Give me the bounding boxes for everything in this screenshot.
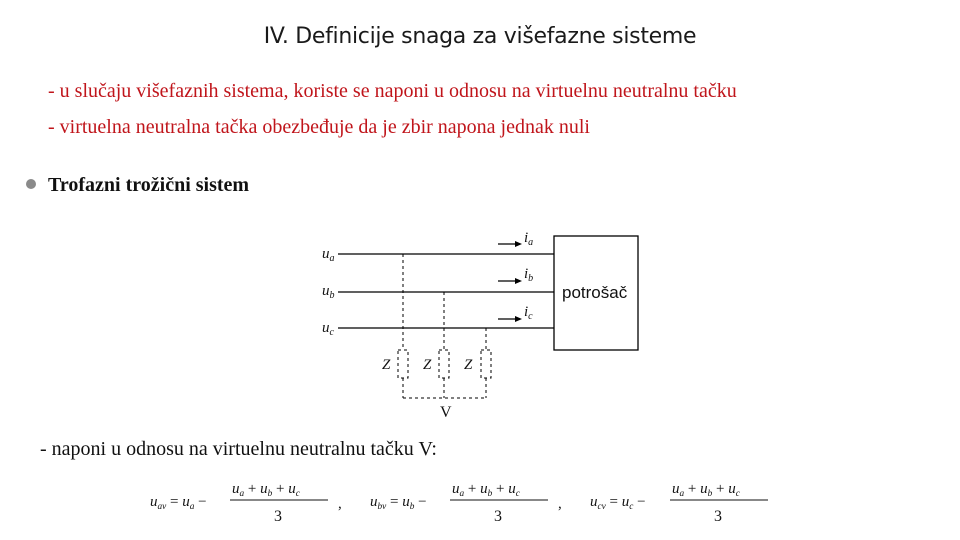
impedance-a [398,350,408,378]
impedance-label-b: Z [423,357,432,373]
current-label-a: $i_a$ [524,230,534,248]
impedance-b [439,350,449,378]
bullet-dot-icon [26,179,36,189]
formula-numerator: $u_a + u_b + u_c$ [232,481,300,499]
neutral-label: V [440,404,452,421]
formula-3 [590,481,768,525]
phase-voltage-formulas [150,476,790,528]
formula-numerator: $u_a + u_b + u_c$ [672,481,740,499]
intro-line-1: - u slučaju višefaznih sistema, koriste se naponi u odnosu na virtuelnu neutralnu tačku [48,80,737,102]
formula-denominator: 3 [714,508,722,525]
bullet-heading: Trofazni trožični sistem [48,174,250,196]
formula-separator: , [558,496,562,512]
voltage-label-b: $u_b$ [322,283,335,301]
formula-2 [370,481,562,525]
current-arrow-b-icon [515,278,522,284]
formula-numerator: $u_a + u_b + u_c$ [452,481,520,499]
current-arrow-a-icon [515,241,522,247]
impedance-label-c: Z [464,357,473,373]
impedance-c [481,350,491,378]
formula-lhs: $u_{av} = u_a$ − [150,494,207,512]
formula-1 [150,481,342,525]
formula-denominator: 3 [274,508,282,525]
impedance-label-a: Z [382,357,391,373]
page-title: IV. Definicije snaga za višefazne sisteme [263,24,697,49]
formula-denominator: 3 [494,508,502,525]
formula-separator: , [338,496,342,512]
intro-line-2: - virtuelna neutralna tačka obezbeđuje da je zbir napona jednak nuli [48,116,590,138]
voltage-label-c: $u_c$ [322,320,334,338]
virtual-neutral-heading: - naponi u odnosu na virtuelnu neutralnu tačku V: [40,438,437,460]
load-label: potrošač [562,283,628,302]
current-label-c: $i_c$ [524,304,533,322]
three-phase-circuit-diagram [310,222,650,427]
current-label-b: $i_b$ [524,266,534,284]
current-arrow-c-icon [515,316,522,322]
formula-lhs: $u_{bv} = u_b$ − [370,494,427,512]
formula-lhs: $u_{cv} = u_c$ − [590,494,646,512]
voltage-label-a: $u_a$ [322,246,335,264]
